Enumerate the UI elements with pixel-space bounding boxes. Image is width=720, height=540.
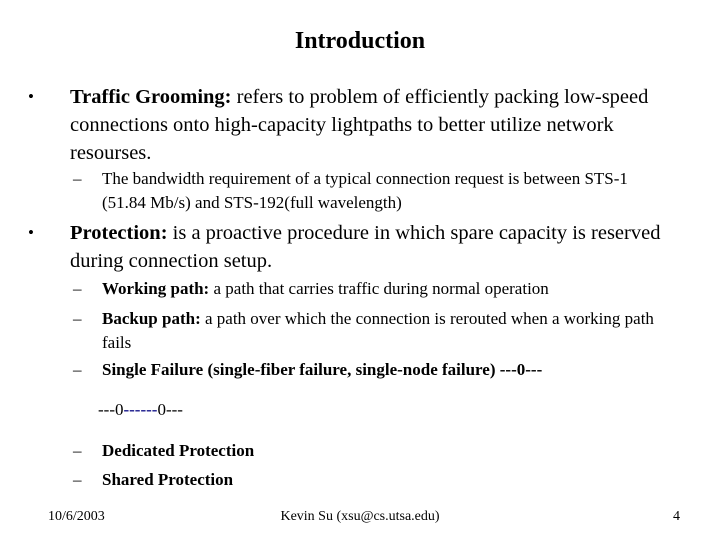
subbullet-dedicated-protection (73, 439, 673, 463)
bullet-term: Protection: (70, 222, 168, 244)
subbullet-dash: – (73, 360, 82, 379)
subbullet-shared-protection (73, 468, 673, 492)
subbullet-text: a path over which the connection is rerouted when a working path fails (102, 309, 654, 352)
fiber-link-diagram (98, 398, 183, 422)
subbullet-backup-path (73, 307, 673, 355)
bullet-mark: • (28, 87, 34, 106)
subbullet-dash: – (73, 279, 82, 298)
bullet-body (42, 219, 667, 275)
subbullet-dash: – (73, 309, 82, 328)
subbullet-text: ---0--- (495, 360, 543, 379)
subbullet-bandwidth (73, 167, 673, 215)
bullet-body (42, 83, 667, 167)
footer-author: Kevin Su (xsu@cs.utsa.edu) (280, 509, 440, 524)
subbullet-dash: – (73, 169, 82, 188)
subbullet-term: Working path: (102, 279, 210, 298)
fiber-left-node: ---0 (98, 400, 124, 419)
subbullet-working-path (73, 277, 673, 301)
footer-date: 10/6/2003 (48, 509, 105, 524)
subbullet-dash: – (73, 470, 82, 489)
subbullet-single-failure (73, 358, 673, 382)
subbullet-text: The bandwidth requirement of a typical connection request is between STS-1 (51.84 Mb/s) and STS-192(full wavelength) (102, 169, 628, 212)
bullet-traffic-grooming (28, 83, 667, 167)
bullet-mark: • (28, 223, 34, 242)
subbullet-term: Shared Protection (102, 470, 234, 489)
subbullet-body (73, 468, 673, 492)
subbullet-term: Single Failure (single-fiber failure, single-node failure) (102, 360, 496, 379)
bullet-text: refers to problem of efficiently packing low-speed connections onto high-capacity lightpaths to better utilize network resourses. (70, 86, 649, 164)
slide-title: Introduction (294, 28, 426, 54)
subbullet-term: Backup path: (102, 309, 201, 328)
subbullet-term: Dedicated Protection (102, 441, 255, 460)
subbullet-text: a path that carries traffic during normal operation (209, 279, 549, 298)
bullet-text: is a proactive procedure in which spare capacity is reserved during connection setup. (70, 222, 661, 272)
subbullet-body (73, 439, 673, 463)
bullet-term: Traffic Grooming: (70, 86, 232, 108)
subbullet-body (73, 358, 673, 382)
subbullet-body (73, 277, 673, 301)
bullet-protection (28, 219, 667, 275)
subbullet-body (73, 307, 673, 355)
subbullet-dash: – (73, 441, 82, 460)
fiber-link-dashes: ------ (123, 400, 158, 419)
footer-page-number: 4 (673, 509, 680, 524)
fiber-right-node: 0--- (157, 400, 183, 419)
